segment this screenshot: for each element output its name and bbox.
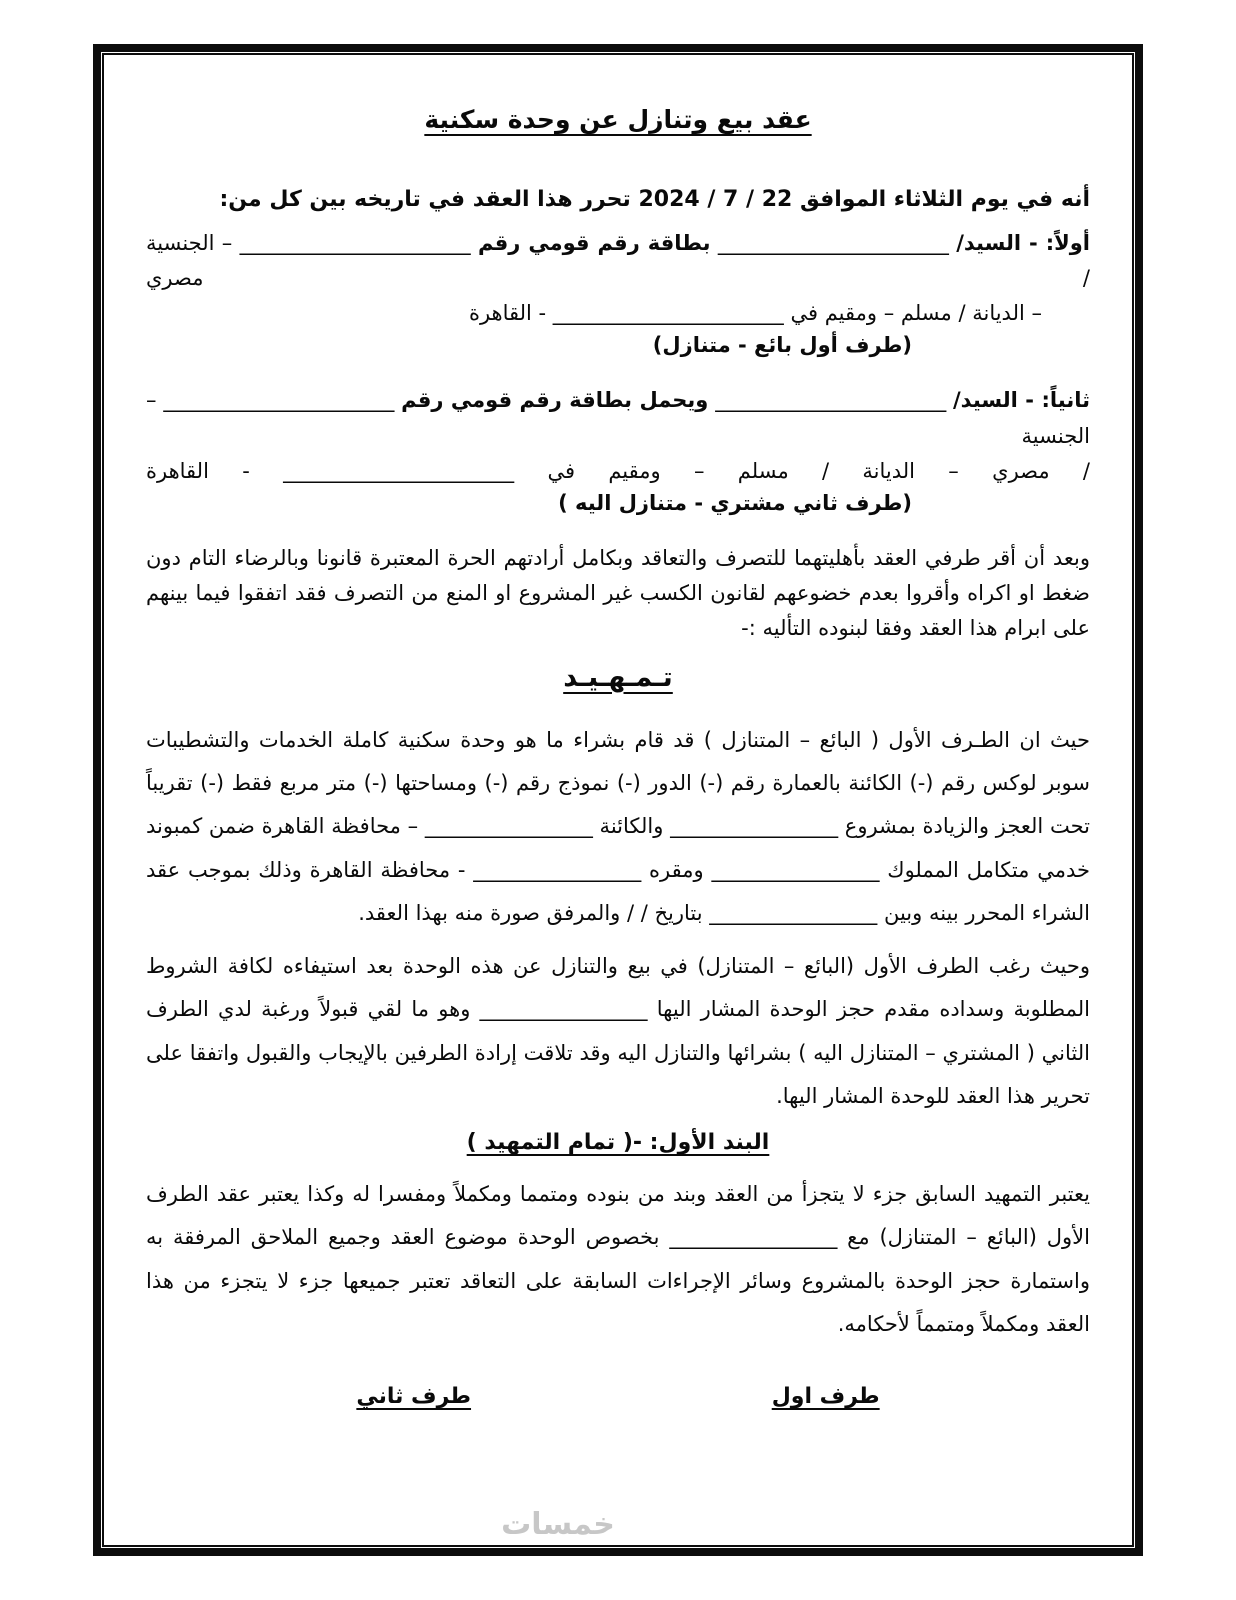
tamheed-paragraph-1: حيث ان الطـرف الأول ( البائع – المتنازل ) قد قام بشراء ما هو وحدة سكنية كاملة الخدمات والتشطيبات سوبر لوكس رقم (-) الكائنة بالعمارة رقم (-) الدور (-) نموذج رقم (-) ومساحتها (-) متر مربع فقط (-) تقريباً تحت العجز والزيادة بمشروع ________________ والكائنة ________________ – محافظة القاهرة ضمن كمبوند خدمي متكامل المملوك ________________ ومقره ________________ - محافظة القاهرة وذلك بموجب عقد الشراء المحرر بينه وبين ________________ بتاريخ / / والمرفق صورة منه بهذا العقد.	[146, 727, 1090, 925]
first-party-name-blank: ______________________	[717, 230, 949, 255]
clause-1-heading: البند الأول: -( تمام التمهيد )	[466, 1130, 770, 1156]
signatures-row	[146, 1384, 1090, 1409]
page-border-inner	[102, 53, 1134, 1547]
preamble-paragraph: وبعد أن أقر طرفي العقد بأهليتهما للتصرف والتعاقد وبكامل أرادتهم الحرة المعتبرة قانونا وبالرضاء التام دون ضغط او اكراه وأقروا بعدم خضوعهم لقانون الكسب غير المشروع او المنع من التصرف فقد اتفقوا فيما بينهم على ابرام هذا العقد وفقا لبنوده التأليه :-	[146, 546, 1090, 640]
second-party-label: ثانياً: - السيد/	[953, 388, 1090, 413]
first-party-city: - القاهرة	[468, 301, 547, 326]
intro-paragraph: أنه في يوم الثلاثاء الموافق 22 / 7 / 2024 تحرر هذا العقد في تاريخه بين كل من:	[219, 187, 1090, 212]
first-party-line-1	[146, 226, 1090, 297]
clause-1-body: يعتبر التمهيد السابق جزء لا يتجزأ من العقد وبند من بنوده ومتمما ومكملاً ومفسرا له وكذا يعتبر عقد الطرف الأول (البائع – المتنازل) مع ________________ بخصوص الوحدة موضوع العقد وجميع الملاحق المرفقة به واستمارة حجز الوحدة بالمشروع وسائر الإجراءات السابقة على التعاقد تعتبر جميعها جزء لا يتجزء من هذا العقد ومكملاً ومتمماً لأحكامه.	[146, 1182, 1090, 1336]
tamheed-heading: تـمـهـيـد	[563, 661, 673, 693]
first-party-label: أولاً: - السيد/	[956, 230, 1090, 255]
first-party-id-blank: ______________________	[239, 230, 471, 255]
document-content	[104, 55, 1132, 1545]
first-party-id-label: بطاقة رقم قومي رقم	[478, 230, 711, 255]
second-party-religion: / مصري – الديانة / مسلم – ومقيم في	[547, 458, 1090, 483]
page-border	[93, 44, 1143, 1556]
watermark: خمسات	[501, 1507, 615, 1542]
first-party-religion: – الديانة / مسلم – ومقيم في	[790, 301, 1042, 326]
second-party-signature-label: طرف ثاني	[356, 1384, 472, 1410]
second-party-id-blank: ______________________	[163, 388, 395, 413]
first-party-nationality: – الجنسية / مصري	[146, 230, 1090, 290]
first-party-line-2	[146, 296, 1090, 331]
second-party-nationality: – الجنسية	[146, 388, 1090, 448]
second-party-residence-blank: ______________________	[283, 458, 515, 483]
tamheed-paragraph-2: وحيث رغب الطرف الأول (البائع – المتنازل) في بيع والتنازل عن هذه الوحدة بعد استيفاءه لكافة الشروط المطلوبة وسداده مقدم حجز الوحدة المشار اليها ________________ وهو ما لقي قبولاً ورغبة لدي الطرف الثاني ( المشتري – المتنازل اليه ) بشرائها والتنازل اليه وقد تلاقت إرادة الطرفين بالإيجاب والقبول واتفقا على تحرير هذا العقد للوحدة المشار اليها.	[146, 954, 1090, 1108]
second-party-line-1	[146, 383, 1090, 454]
document-title: عقد بيع وتنازل عن وحدة سكنية	[424, 105, 812, 134]
second-party-id-label: ويحمل بطاقة رقم قومي رقم	[401, 388, 709, 413]
first-party-signature-label: طرف اول	[771, 1384, 880, 1410]
first-party-role: (طرف أول بائع - متنازل)	[652, 333, 912, 358]
second-party-name-blank: ______________________	[715, 388, 947, 413]
second-party-city: - القاهرة	[146, 458, 250, 483]
second-party-line-2	[146, 454, 1090, 489]
second-party-role: (طرف ثاني مشتري - متنازل اليه )	[558, 491, 912, 516]
first-party-block	[146, 226, 1090, 358]
first-party-residence-blank: ______________________	[552, 301, 784, 326]
second-party-block	[146, 383, 1090, 515]
